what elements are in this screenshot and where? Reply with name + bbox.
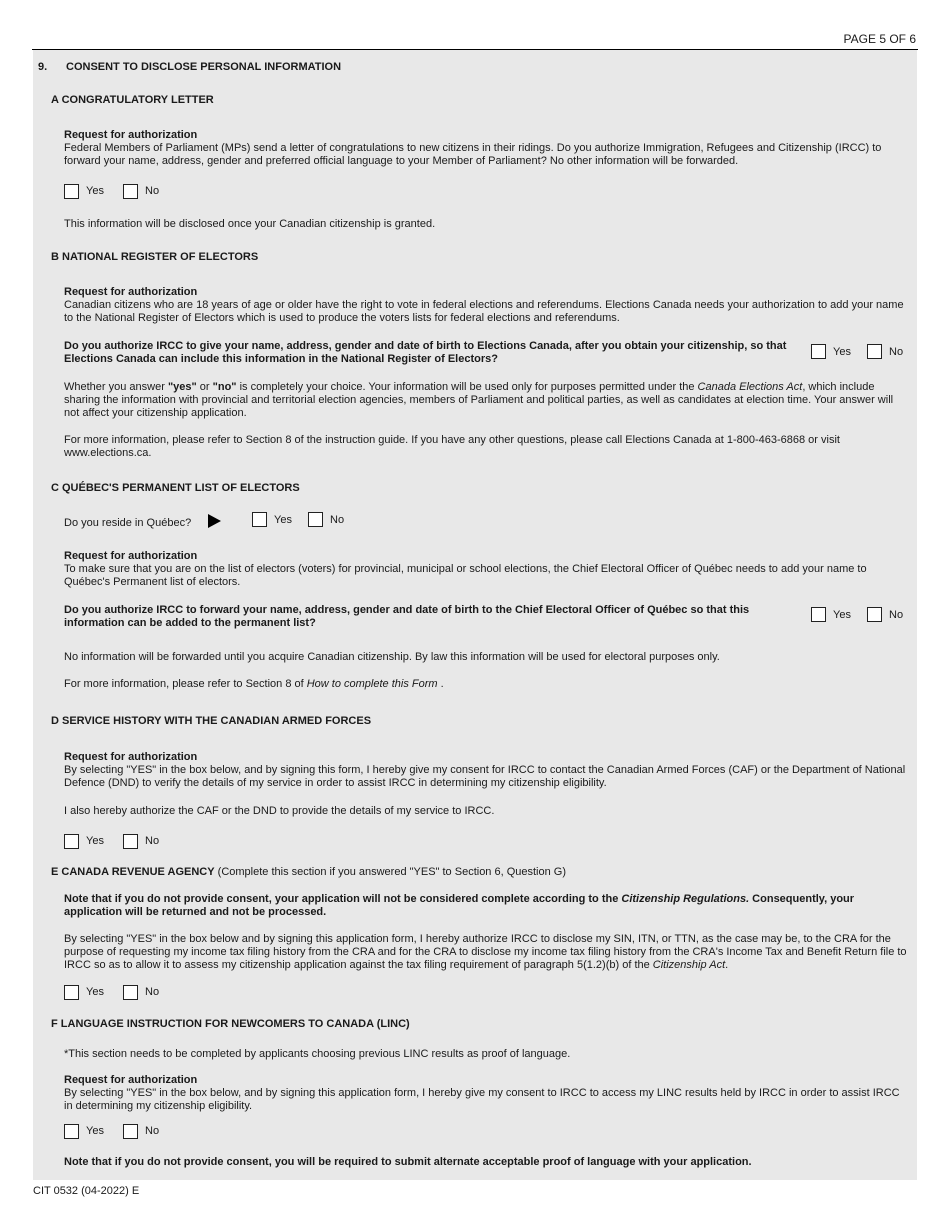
section-b-yes-label: Yes	[833, 346, 851, 358]
section-e-body-part2: .	[725, 959, 729, 971]
section-f-request-heading: Request for authorization	[64, 1074, 198, 1086]
section-a-no-label: No	[145, 185, 160, 197]
section-b-no-label: No	[889, 346, 904, 358]
section-c-request-text: To make sure that you are on the list of electors (voters) for provincial, municipal or school elections, the Chief Electoral Officer of Québec needs to add your name to Québec's Permanent list of electors.	[64, 563, 867, 588]
section-b-no-checkbox[interactable]	[867, 344, 882, 359]
section-d-no-label: No	[145, 835, 160, 847]
section-a-request	[64, 129, 910, 168]
section-c-request-heading: Request for authorization	[64, 550, 198, 562]
section-e-note-part2: Consequently, your application will be returned and not be processed.	[64, 893, 855, 918]
section-b-choice-act: Canada Elections Act	[697, 381, 803, 393]
section-c-more-info-prefix: For more information, please refer to Section 8 of	[64, 678, 307, 690]
section-c-no-checkbox[interactable]	[867, 607, 882, 622]
section-e-note-regulations: Citizenship Regulations.	[621, 893, 750, 905]
section-b-request-text: Canadian citizens who are 18 years of age or older have the right to vote in federal elections and referendums. Elections Canada needs your authorization to add your name to the National Register of Electors which is used to produce the voters lists for federal elections and referendums.	[64, 299, 904, 324]
section-e-consent-note	[64, 893, 910, 919]
section-a-yes-checkbox[interactable]	[64, 184, 79, 199]
section-c-heading: C QUÉBEC'S PERMANENT LIST OF ELECTORS	[51, 482, 300, 494]
section-b-request-heading: Request for authorization	[64, 286, 198, 298]
section-b-more-info: For more information, please refer to Section 8 of the instruction guide. If you have any other questions, please call Elections Canada at 1-800-463-6868 or visit www.elections.ca.	[64, 434, 840, 459]
section-c-more-info	[64, 678, 444, 691]
section-c-more-info-suffix: .	[437, 678, 444, 690]
section-c-yes-label: Yes	[833, 609, 851, 621]
section-d-also-text: I also hereby authorize the CAF or the DND to provide the details of my service to IRCC.	[64, 805, 495, 817]
section-e-yes-checkbox[interactable]	[64, 985, 79, 1000]
section-b-choice-part1: Whether you answer	[64, 381, 168, 393]
section-number: 9.	[38, 61, 48, 73]
section-f-applicability: *This section needs to be completed by applicants choosing previous LINC results as proof of language.	[64, 1048, 571, 1060]
section-c-reside-no-label: No	[330, 514, 345, 526]
page-number: PAGE 5 OF 6	[843, 32, 916, 46]
section-b-request	[64, 286, 910, 325]
section-c-reside-question: Do you reside in Québec?	[64, 517, 192, 529]
section-f-heading: F LANGUAGE INSTRUCTION FOR NEWCOMERS TO CANADA (LINC)	[51, 1018, 410, 1030]
section-a-disclosure-note: This information will be disclosed once your Canadian citizenship is granted.	[64, 218, 436, 230]
section-e-yes-label: Yes	[86, 986, 104, 998]
section-b-choice-part2: is completely your choice. Your information will be used only for purposes permitted under the	[236, 381, 698, 393]
section-c-no-info-note: No information will be forwarded until you acquire Canadian citizenship. By law this information will be used for electoral purposes only.	[64, 651, 720, 663]
section-e-body-part1: By selecting "YES" in the box below and by signing this application form, I hereby authorize IRCC to disclose my SIN, ITN, or TTN, as the case may be, to the CRA for the purpose of requesting my income tax filing history from the CRA and for the CRA to disclose my income tax filing history from the CRA's Income Tax and Benefit Return file to IRCC so as to allow it to assess my citizenship application against the tax filing requirement of paragraph 5(1.2)(b) of the	[64, 933, 907, 971]
section-c-request	[64, 550, 910, 589]
section-d-yes-label: Yes	[86, 835, 104, 847]
section-a-heading: A CONGRATULATORY LETTER	[51, 94, 214, 106]
arrow-right-icon	[208, 514, 221, 528]
section-b-choice-text	[64, 381, 910, 420]
section-e-heading: E CANADA REVENUE AGENCY	[51, 866, 215, 878]
section-f-yes-checkbox[interactable]	[64, 1124, 79, 1139]
section-c-no-label: No	[889, 609, 904, 621]
section-b-heading: B NATIONAL REGISTER OF ELECTORS	[51, 251, 259, 263]
section-c-reside-no-checkbox[interactable]	[308, 512, 323, 527]
section-f-request	[64, 1074, 910, 1113]
section-title: CONSENT TO DISCLOSE PERSONAL INFORMATION	[66, 61, 342, 73]
section-f-request-text: By selecting "YES" in the box below, and by signing this application form, I hereby give my consent to IRCC to access my LINC results held by IRCC in order to assist IRCC in determining my citizenship eligibility.	[64, 1087, 900, 1112]
section-b-choice-no: "no"	[212, 381, 237, 393]
section-e-note-part1: Note that if you do not provide consent, your application will not be considered complete according to the	[64, 893, 622, 905]
section-d-request	[64, 751, 910, 790]
section-f-note: Note that if you do not provide consent, you will be required to submit alternate acceptable proof of language with your application.	[64, 1156, 752, 1168]
section-c-yes-checkbox[interactable]	[811, 607, 826, 622]
section-f-yes-label: Yes	[86, 1125, 104, 1137]
section-b-question: Do you authorize IRCC to give your name, address, gender and date of birth to Elections Canada, after you obtain your citizenship, so that Elections Canada can include this information in the National Register of Electors?	[64, 340, 787, 365]
section-c-reside-yes-label: Yes	[274, 514, 292, 526]
section-d-no-checkbox[interactable]	[123, 834, 138, 849]
section-d-heading: D SERVICE HISTORY WITH THE CANADIAN ARMED FORCES	[51, 715, 372, 727]
section-f-no-checkbox[interactable]	[123, 1124, 138, 1139]
section-d-request-heading: Request for authorization	[64, 751, 198, 763]
section-b-choice-part3: , which include sharing the information with provincial and territorial election agencies, members of Parliament and political parties, as well as candidates at election time. Your answer will not affect your citizenship application.	[64, 381, 894, 419]
section-f-no-label: No	[145, 1125, 160, 1137]
section-c-guide-reference: How to complete this Form	[306, 678, 438, 690]
section-d-yes-checkbox[interactable]	[64, 834, 79, 849]
section-d-request-text: By selecting "YES" in the box below, and by signing this form, I hereby give my consent for IRCC to contact the Canadian Armed Forces (CAF) or the Department of National Defence (DND) to verify the details of my service in order to assist IRCC in determining my citizenship eligibility.	[64, 764, 906, 789]
section-b-yes-checkbox[interactable]	[811, 344, 826, 359]
section-e-body-act: Citizenship Act	[652, 959, 726, 971]
section-e-body	[64, 933, 910, 972]
section-b-choice-or: or	[196, 381, 213, 393]
section-c-question: Do you authorize IRCC to forward your name, address, gender and date of birth to the Chief Electoral Officer of Québec so that this information can be added to the permanent list?	[64, 604, 750, 629]
section-e-no-checkbox[interactable]	[123, 985, 138, 1000]
section-a-request-heading: Request for authorization	[64, 129, 198, 141]
section-c-reside-yes-checkbox[interactable]	[252, 512, 267, 527]
form-code: CIT 0532 (04-2022) E	[33, 1185, 140, 1197]
section-b-choice-yes: "yes"	[167, 381, 197, 393]
section-e-no-label: No	[145, 986, 160, 998]
section-e-heading-line	[51, 866, 566, 879]
section-a-request-text: Federal Members of Parliament (MPs) send a letter of congratulations to new citizens in their ridings. Do you authorize Immigration, Refugees and Citizenship (IRCC) to forward your name, address, gender and preferred official language to your Member of Parliament? No other information will be forwarded.	[64, 142, 882, 167]
section-a-no-checkbox[interactable]	[123, 184, 138, 199]
section-e-heading-note: (Complete this section if you answered "YES" to Section 6, Question G)	[214, 866, 567, 878]
section-a-yes-label: Yes	[86, 185, 104, 197]
